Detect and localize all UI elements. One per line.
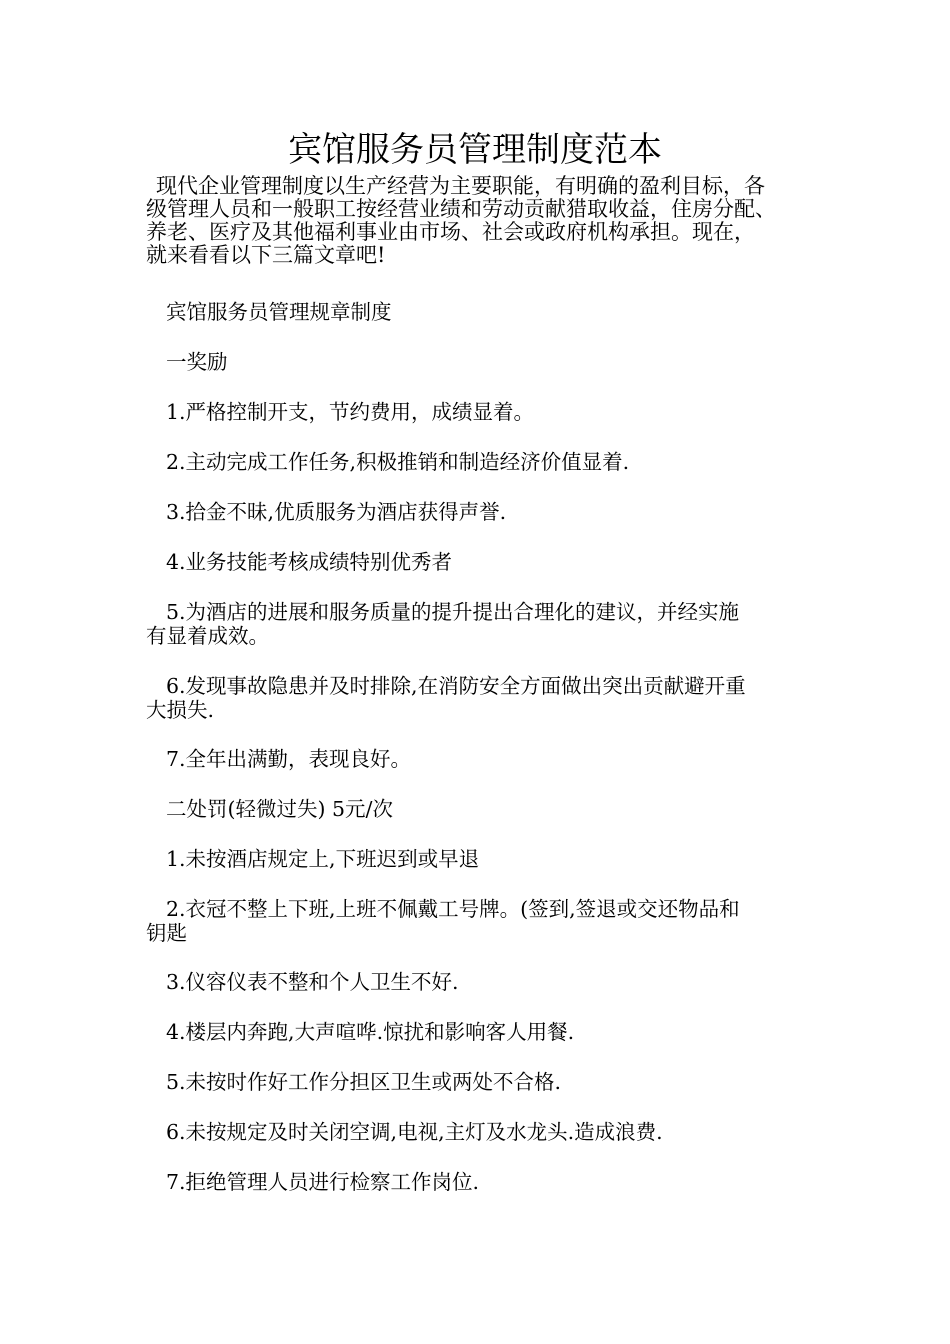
intro-paragraph: [146, 175, 812, 267]
penalty-item: [146, 1120, 812, 1144]
penalty-item: [146, 1070, 812, 1094]
reward-item-line: 7.全年出满勤，表现良好。: [166, 747, 412, 771]
reward-item-line: 5.为酒店的进展和服务质量的提升提出合理化的建议，并经实施: [166, 600, 740, 624]
intro-line: 养老、医疗及其他福利事业由市场、社会或政府机构承担。现在，: [146, 220, 755, 244]
reward-item-line: 4.业务技能考核成绩特别优秀者: [166, 550, 453, 574]
reward-item-line: 3.拾金不昧,优质服务为酒店获得声誉.: [166, 500, 507, 524]
reward-item: [146, 400, 812, 424]
penalty-item-line: 4.楼层内奔跑,大声喧哗.惊扰和影响客人用餐.: [166, 1020, 575, 1044]
penalty-item-line: 3.仪容仪表不整和个人卫生不好.: [166, 970, 459, 994]
penalty-item-line: 钥匙: [146, 921, 187, 945]
reward-item: [146, 674, 812, 722]
penalty-item-line: 1.未按酒店规定上,下班迟到或早退: [166, 847, 480, 871]
section-heading-text: 宾馆服务员管理规章制度: [166, 300, 392, 324]
reward-item: [146, 450, 812, 474]
reward-item-line: 有显着成效。: [146, 624, 269, 648]
penalty-heading: [146, 797, 812, 821]
reward-item: [146, 500, 812, 524]
reward-item-line: 2.主动完成工作任务,积极推销和制造经济价值显着.: [166, 450, 630, 474]
reward-item-line: 大损失.: [146, 698, 215, 722]
intro-line: 级管理人员和一般职工按经营业绩和劳动贡献猎取收益，住房分配、: [146, 197, 776, 221]
reward-item-line: 1.严格控制开支，节约费用，成绩显着。: [166, 400, 535, 424]
penalty-item-line: 5.未按时作好工作分担区卫生或两处不合格.: [166, 1070, 562, 1094]
reward-item: [146, 550, 812, 574]
intro-line: 就来看看以下三篇文章吧!: [146, 243, 386, 267]
section-heading: [146, 300, 812, 324]
reward-item: [146, 747, 812, 771]
penalty-item: [146, 1170, 812, 1194]
reward-heading-text: 一奖励: [166, 350, 228, 374]
document-title: 宾馆服务员管理制度范本: [288, 130, 662, 170]
reward-item-line: 6.发现事故隐患并及时排除,在消防安全方面做出突出贡献避开重: [166, 674, 746, 698]
intro-line: 现代企业管理制度以生产经营为主要职能，有明确的盈利目标，各: [156, 174, 765, 198]
penalty-item: [146, 897, 812, 945]
penalty-item-line: 7.拒绝管理人员进行检察工作岗位.: [166, 1170, 480, 1194]
penalty-item: [146, 1020, 812, 1044]
penalty-item: [146, 847, 812, 871]
penalty-heading-text: 二处罚(轻微过失) 5元/次: [166, 797, 393, 821]
penalty-item: [146, 970, 812, 994]
penalty-item-line: 2.衣冠不整上下班,上班不佩戴工号牌。(签到,签退或交还物品和: [166, 897, 740, 921]
penalty-item-line: 6.未按规定及时关闭空调,电视,主灯及水龙头.造成浪费.: [166, 1120, 663, 1144]
reward-item: [146, 600, 812, 648]
reward-heading: [146, 350, 812, 374]
